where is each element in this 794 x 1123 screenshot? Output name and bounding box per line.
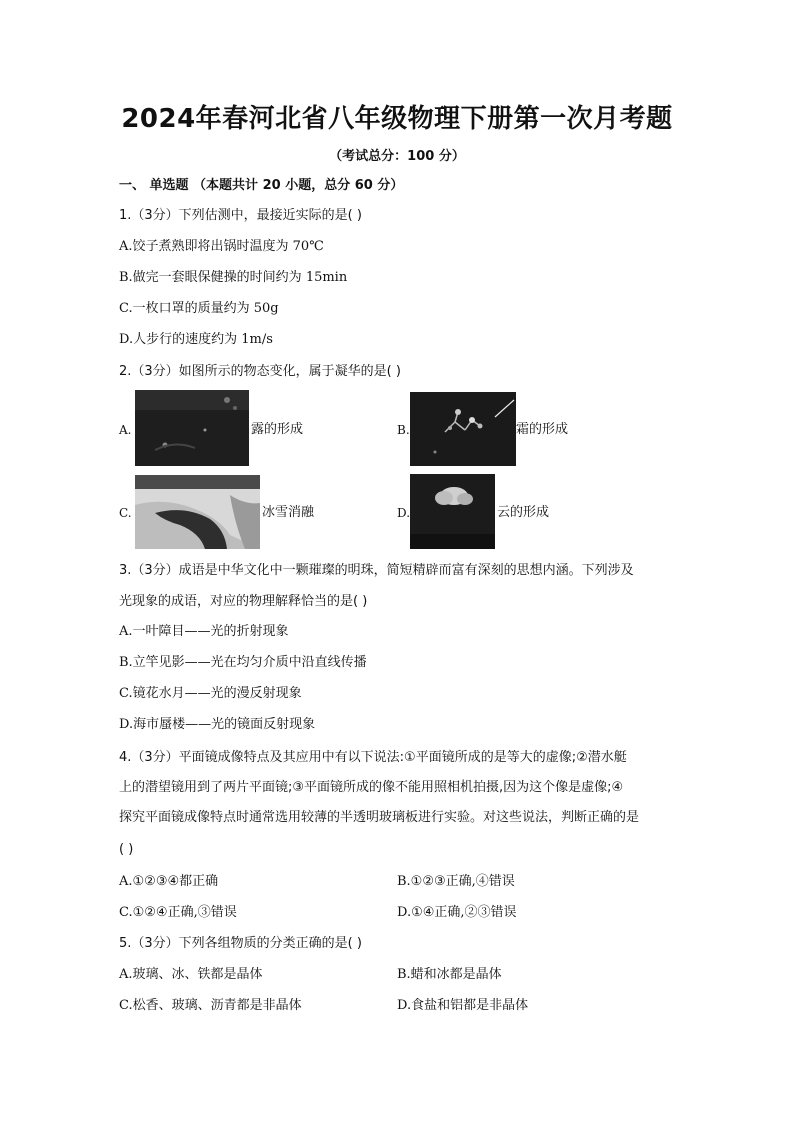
question-1-option-b: B.做完一套眼保健操的时间约为 15min bbox=[119, 270, 348, 285]
question-2-option-b-letter: B. bbox=[397, 423, 410, 437]
question-1-option-a: A.饺子煮熟即将出锅时温度为 70℃ bbox=[119, 239, 324, 254]
question-1-stem: 1.（3分）下列估测中，最接近实际的是( ) bbox=[119, 208, 362, 223]
question-3-stem-line-1: 3.（3分）成语是中华文化中一颗璀璨的明珠，简短精辟而富有深刻的思想内涵。下列涉及 bbox=[119, 563, 634, 578]
question-5-option-c: C.松香、玻璃、沥青都是非晶体 bbox=[119, 998, 302, 1013]
question-4-stem-line-3: 探究平面镜成像特点时通常选用较薄的半透明玻璃板进行实验。对这些说法，判断正确的是 bbox=[119, 810, 640, 825]
question-2-option-a-label: 露的形成 bbox=[251, 422, 304, 437]
question-5-stem: 5.（3分）下列各组物质的分类正确的是( ) bbox=[119, 936, 362, 951]
question-5-option-a: A.玻璃、冰、铁都是晶体 bbox=[119, 967, 263, 982]
section-heading: 一、 单选题 （本题共计 20 小题，总分 60 分） bbox=[119, 178, 404, 193]
question-2-stem: 2.（3分）如图所示的物态变化，属于凝华的是( ) bbox=[119, 364, 401, 379]
question-2-option-b-label: 霜的形成 bbox=[516, 422, 569, 437]
question-2-option-d-letter: D. bbox=[397, 506, 411, 520]
page-subtitle: （考试总分：100 分） bbox=[329, 149, 465, 164]
question-1-option-c: C.一枚口罩的质量约为 50g bbox=[119, 301, 279, 316]
question-5-option-b: B.蜡和冰都是晶体 bbox=[397, 967, 502, 982]
cloud-photo bbox=[410, 474, 495, 549]
question-3-option-c: C.镜花水月——光的漫反射现象 bbox=[119, 686, 302, 701]
question-3-option-d: D.海市蜃楼——光的镜面反射现象 bbox=[119, 717, 316, 732]
question-4-stem-line-2: 上的潜望镜用到了两片平面镜;③平面镜所成的像不能用照相机拍摄,因为这个像是虚像;④ bbox=[119, 780, 624, 795]
question-2-option-c-label: 冰雪消融 bbox=[262, 505, 315, 520]
question-2-option-c-letter: C. bbox=[119, 506, 132, 520]
question-4-option-d: D.①④正确,②③错误 bbox=[397, 905, 517, 920]
question-5-option-d: D.食盐和铝都是非晶体 bbox=[397, 998, 529, 1013]
question-1-option-d: D.人步行的速度约为 1m/s bbox=[119, 332, 273, 347]
question-4-option-a: A.①②③④都正确 bbox=[119, 874, 219, 889]
dew-photo bbox=[135, 390, 249, 466]
question-3-option-b: B.立竿见影——光在均匀介质中沿直线传播 bbox=[119, 655, 367, 670]
question-4-option-b: B.①②③正确,④错误 bbox=[397, 874, 515, 889]
frost-photo bbox=[410, 392, 516, 466]
question-4-stem-line-4: ( ) bbox=[119, 842, 134, 857]
question-3-option-a: A.一叶障目——光的折射现象 bbox=[119, 624, 289, 639]
question-2-option-d-label: 云的形成 bbox=[497, 505, 550, 520]
question-2-option-a-letter: A. bbox=[119, 423, 132, 437]
question-4-option-c: C.①②④正确,③错误 bbox=[119, 905, 237, 920]
question-4-stem-line-1: 4.（3分）平面镜成像特点及其应用中有以下说法:①平面镜所成的是等大的虚像;②潜水艇 bbox=[119, 750, 627, 765]
question-3-stem-line-2: 光现象的成语，对应的物理解释恰当的是( ) bbox=[119, 594, 368, 609]
page-title: 2024年春河北省八年级物理下册第一次月考题 bbox=[121, 104, 673, 134]
melting-snow-photo bbox=[135, 475, 260, 549]
